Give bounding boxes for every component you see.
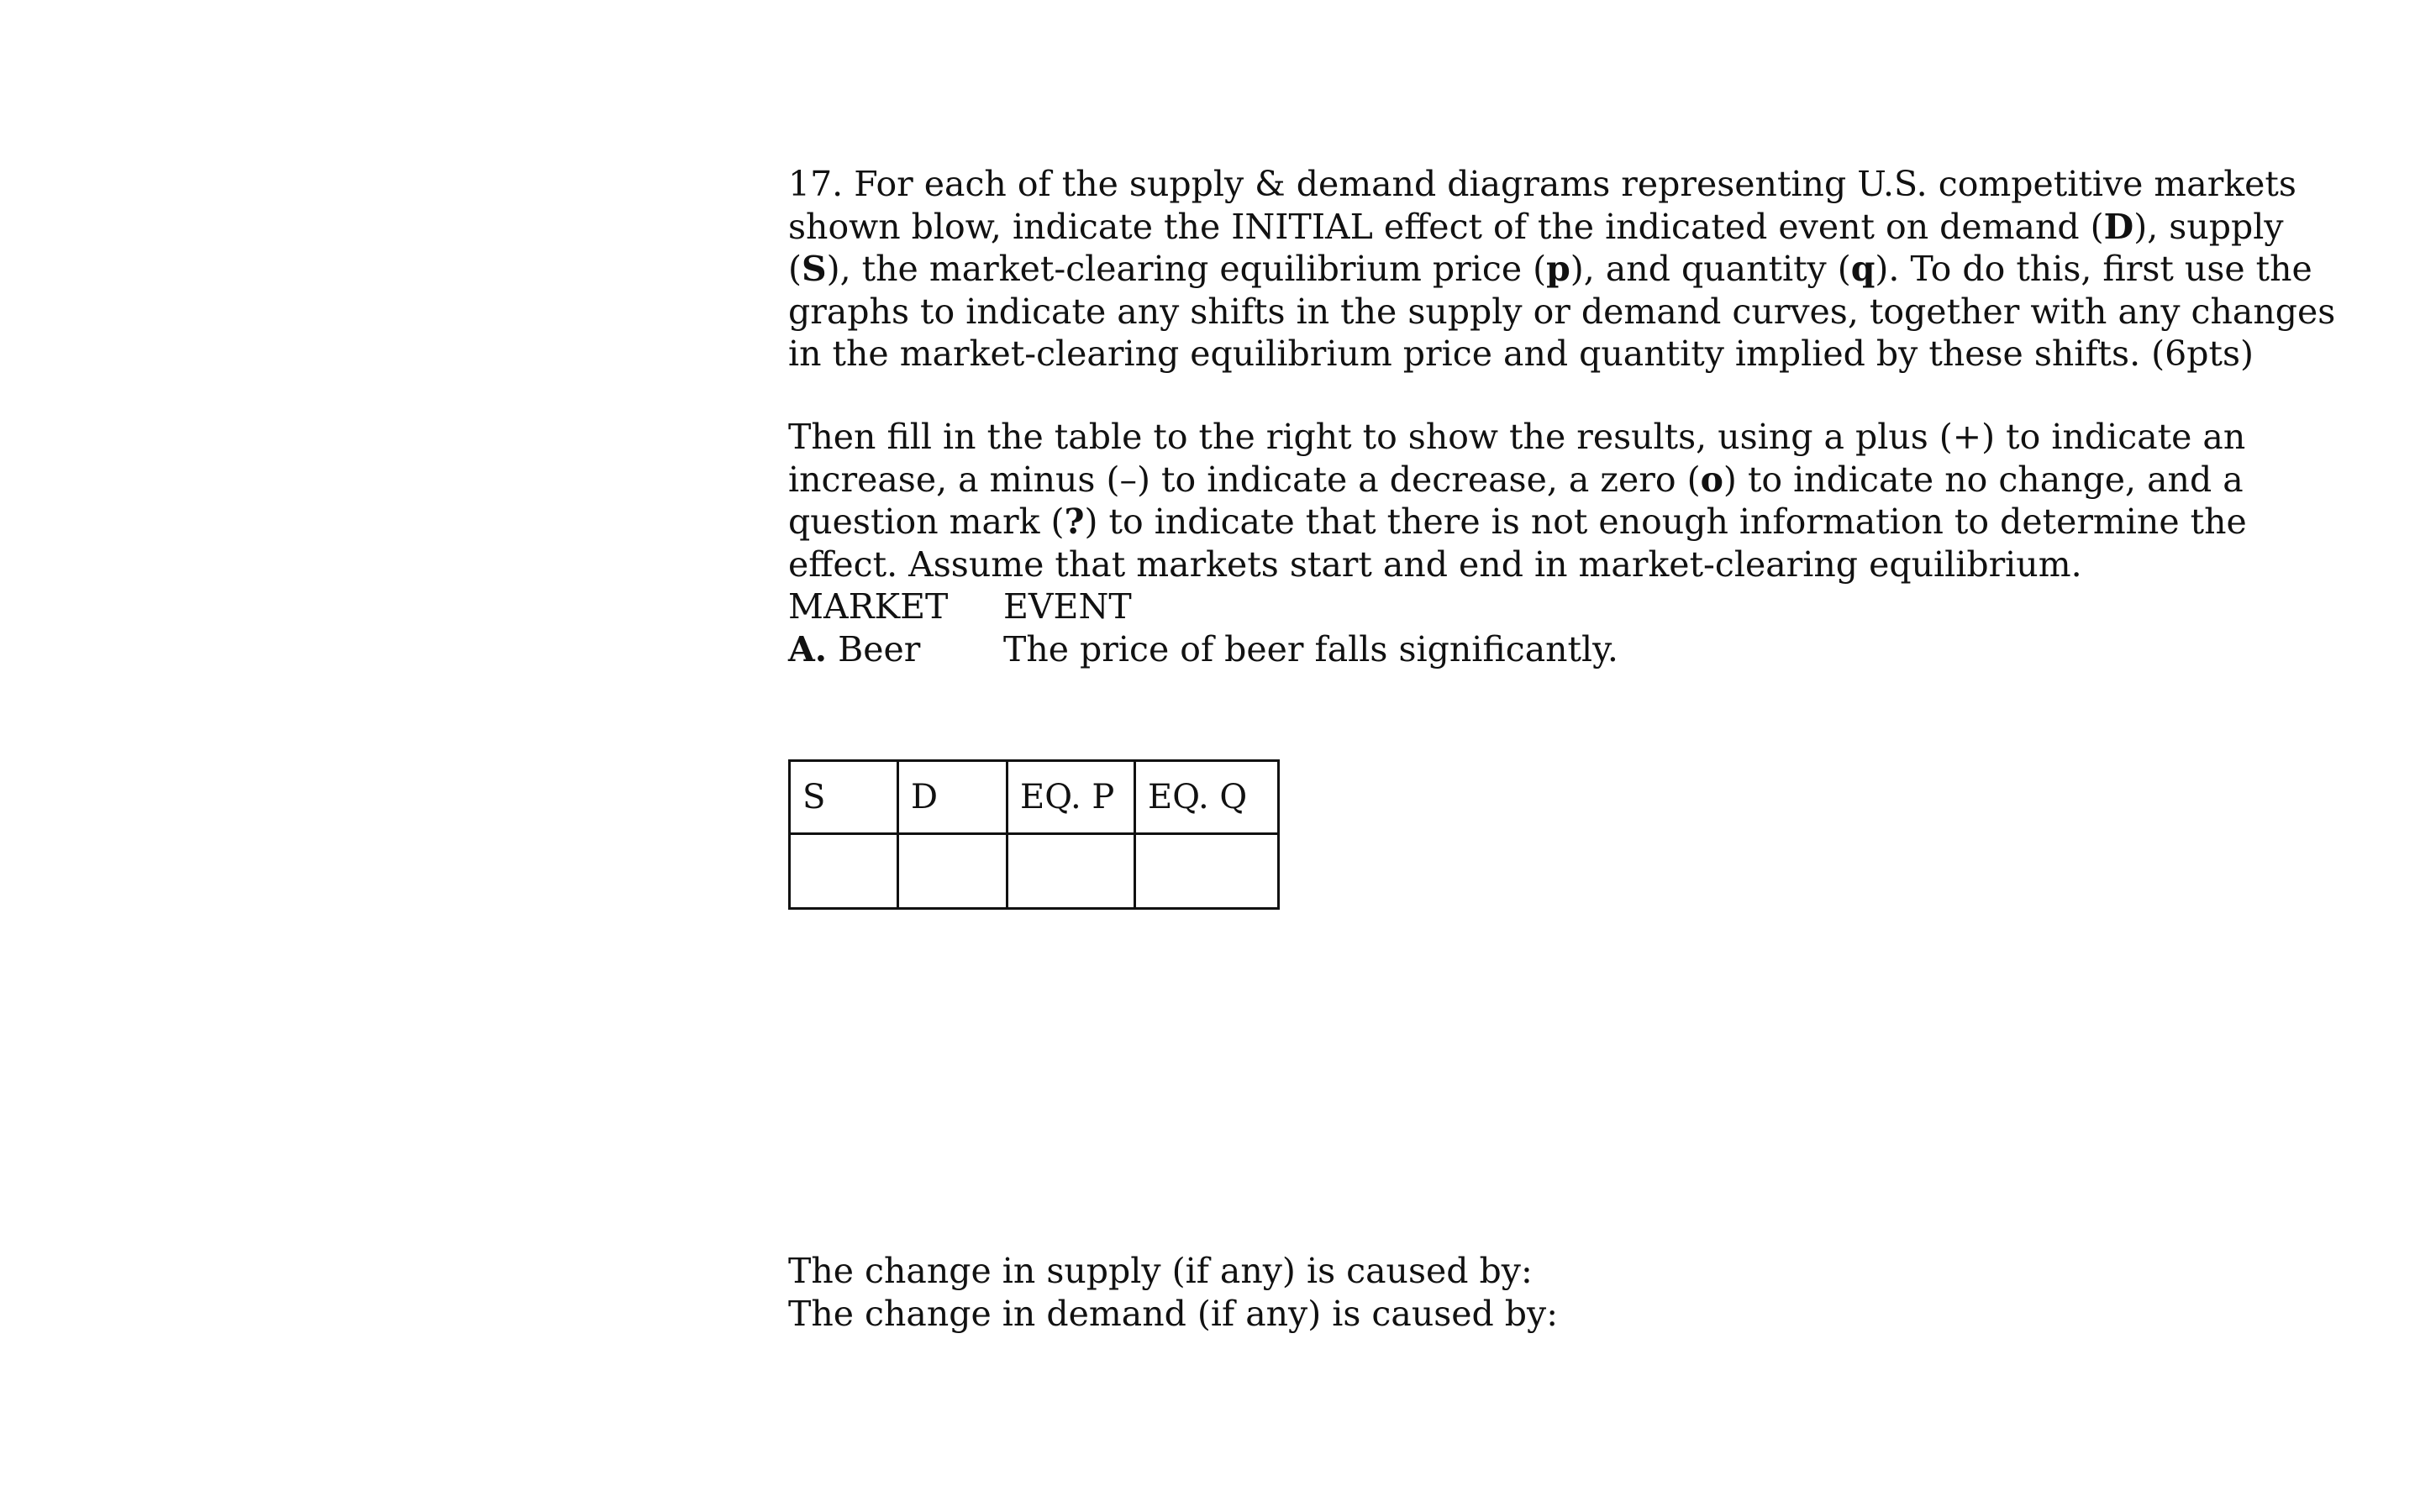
answer-cell-demand[interactable] — [898, 834, 1007, 909]
instructions-line-2-text: increase, a minus (–) to indicate a decrease, a zero ( — [788, 459, 1701, 500]
header-supply: S — [790, 761, 898, 834]
answer-cell-eq-quantity[interactable] — [1135, 834, 1279, 909]
question-line-3-text: ), the market-clearing equilibrium price ( — [826, 249, 1547, 289]
question-line-1: 17. For each of the supply & demand diagrams representing U.S. competitive markets — [788, 164, 2296, 204]
question-paragraph — [788, 163, 2336, 375]
table-answer-row — [790, 834, 1279, 909]
market-cell — [788, 628, 920, 671]
symbol-price: p — [1546, 249, 1570, 289]
instructions-line-1: Then fill in the table to the right to show the results, using a plus (+) to indicate an — [788, 417, 2246, 457]
supply-cause-line: The change in supply (if any) is caused by: — [788, 1251, 1533, 1291]
question-line-5: in the market-clearing equilibrium price and quantity implied by these shifts. (6pts) — [788, 333, 2254, 374]
market-event-header-row — [788, 585, 2217, 628]
symbol-supply: S — [802, 249, 827, 289]
symbol-demand: D — [2103, 206, 2134, 247]
answer-cell-supply[interactable] — [790, 834, 898, 909]
symbol-quantity: q — [1850, 249, 1876, 289]
question-line-2-text: shown blow, indicate the INITIAL effect of the indicated event on demand ( — [788, 206, 2104, 247]
instructions-line-3-tail: ) to indicate that there is not enough information to determine the — [1084, 501, 2247, 542]
question-line-3-tail: ). To do this, first use the — [1875, 249, 2312, 289]
market-letter: A. — [788, 628, 828, 669]
instructions-line-2 — [788, 459, 2244, 501]
market-event-row — [788, 628, 2217, 671]
question-line-3 — [788, 248, 2312, 291]
instructions-line-2-tail: ) to indicate no change, and a — [1723, 459, 2244, 500]
table-header-row — [790, 761, 1279, 834]
market-name: Beer — [827, 628, 921, 669]
answer-cell-eq-price[interactable] — [1007, 834, 1135, 909]
instructions-line-4: effect. Assume that markets start and end in market-clearing equilibrium. — [788, 543, 2082, 585]
header-demand: D — [898, 761, 1007, 834]
question-line-3-mid: ), and quantity ( — [1570, 249, 1851, 289]
event-text: The price of beer falls significantly. — [1003, 628, 1618, 669]
market-header: MARKET — [788, 586, 949, 627]
question-line-3-open: ( — [788, 249, 802, 289]
symbol-question-mark: ? — [1064, 501, 1085, 542]
event-header: EVENT — [1003, 586, 1132, 627]
instructions-line-3-text: question mark ( — [788, 501, 1065, 542]
header-eq-quantity: EQ. Q — [1135, 761, 1279, 834]
question-line-2-tail: ), supply — [2133, 206, 2284, 247]
question-line-2 — [788, 206, 2284, 249]
cause-section — [788, 1250, 1558, 1335]
question-line-4: graphs to indicate any shifts in the supply or demand curves, together with any changes — [788, 291, 2336, 332]
symbol-zero: o — [1700, 459, 1723, 500]
answer-table — [788, 759, 1280, 910]
demand-cause-line: The change in demand (if any) is caused by: — [788, 1293, 1559, 1334]
instructions-paragraph — [788, 416, 2247, 670]
header-eq-price: EQ. P — [1007, 761, 1135, 834]
instructions-line-3 — [788, 501, 2247, 543]
